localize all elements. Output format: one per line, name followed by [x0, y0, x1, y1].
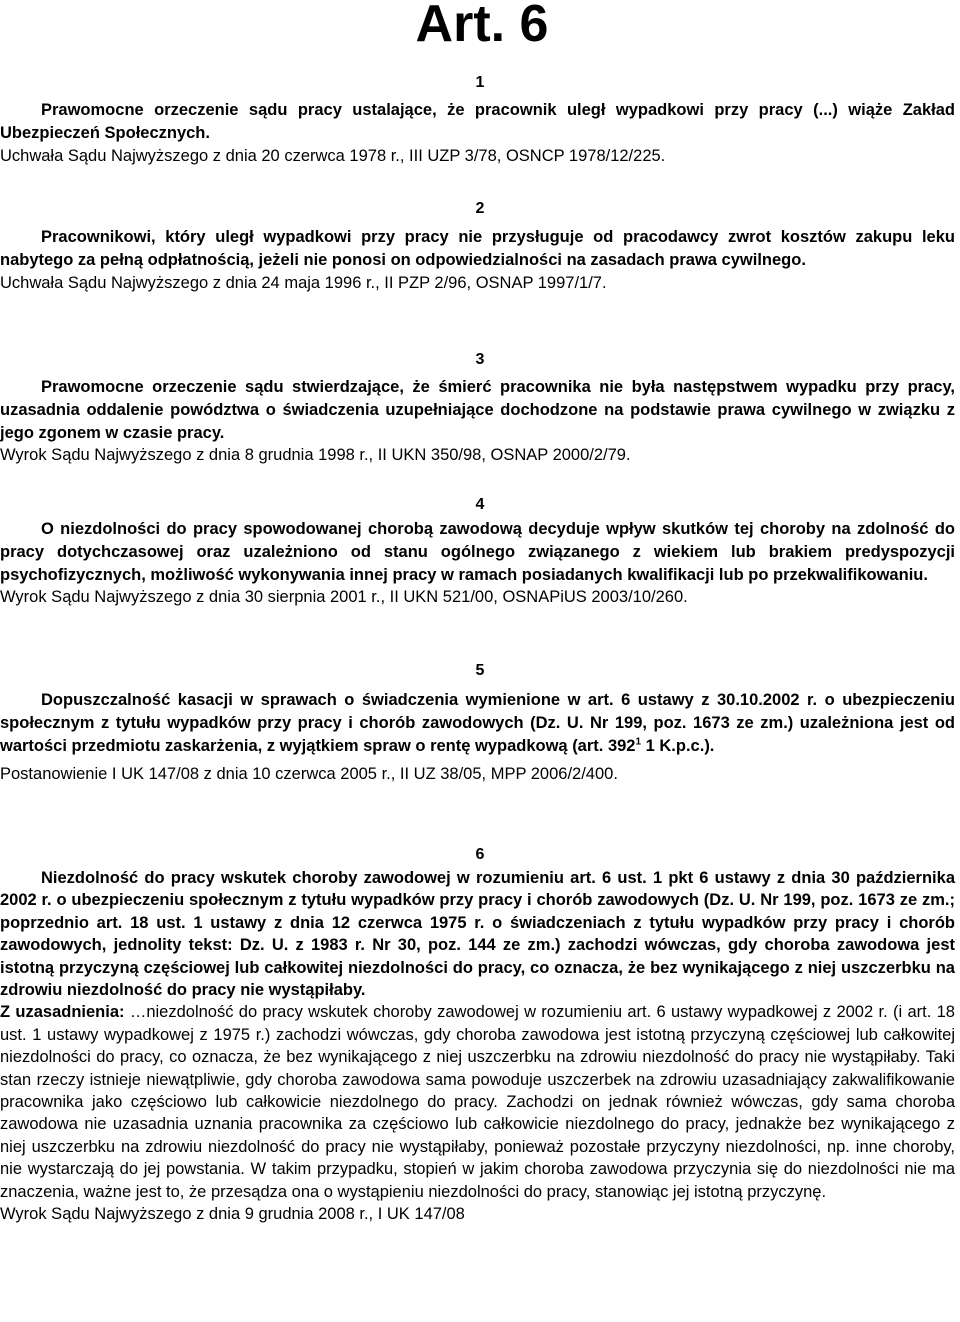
citation-text: Wyrok Sądu Najwyższego z dnia 30 sierpnia 2001 r., II UKN 521/00, OSNAPiUS 2003/10/260. [0, 588, 688, 607]
section-6 [0, 867, 955, 1226]
thesis-text: Prawomocne orzeczenie sądu pracy ustalające, że pracownik uległ wypadkowi przy pracy (...) wiąże Zakład Ubezpieczeń Społecznych. [0, 101, 955, 142]
section-number: 4 [475, 496, 485, 513]
thesis-text: O niezdolności do pracy spowodowanej chorobą zawodową decyduje wpływ skutków tej choroby na zdolność do pracy dotychczasowej oraz uzależniono od stanu ogólnego związanego z wiekiem lub brakiem predyspozycji psychofizycznych, możliwość wykonywania innej pracy w ramach posiadanych kwalifikacji lub po przekwalifikowaniu. [0, 520, 955, 584]
section-4 [0, 518, 955, 609]
article-title: Art. 6 [415, 0, 549, 53]
thesis-text: Niezdolność do pracy wskutek choroby zawodowej w rozumieniu art. 6 ust. 1 pkt 6 ustawy z dnia 30 października 2002 r. o ubezpieczeniu społecznym z tytułu wypadków przy pracy i chorób zawodowych (Dz. U. Nr 199, poz. 1673 ze zm.; poprzednio art. 18 ust. 1 ustawy z dnia 12 czerwca 1975 r. o świadczeniach z tytułu wypadków przy pracy i chorób zawodowych, jednolity tekst: Dz. U. z 1983 r. Nr 30, poz. 144 ze zm.) zachodzi wówczas, gdy choroba zawodowa jest istotną przyczyną częściowej lub całkowitej niezdolności do pracy, co oznacza, że bez wynikającego z niej uszczerbku na zdrowiu niezdolność do pracy nie wystąpiłaby. [0, 869, 955, 1000]
section-2 [0, 226, 955, 294]
section-number: 1 [475, 74, 485, 91]
reasoning-paragraph [0, 1001, 955, 1203]
section-number: 6 [475, 846, 485, 863]
thesis-text-tail: 1 K.p.c.). [641, 736, 715, 755]
superscript-number: 1 [635, 736, 642, 748]
section-5 [0, 689, 955, 786]
section-3 [0, 376, 955, 467]
thesis-text: Prawomocne orzeczenie sądu stwierdzające, że śmierć pracownika nie była następstwem wypadku przy pracy, uzasadnia oddalenie powództwa o świadczenia uzupełniające dochodzone na podstawie prawa cywilnego w związku z jego zgonem w czasie pracy. [0, 378, 955, 442]
thesis-text [0, 689, 955, 757]
citation-text: Wyrok Sądu Najwyższego z dnia 9 grudnia 2008 r., I UK 147/08 [0, 1205, 465, 1224]
citation-text: Postanowienie I UK 147/08 z dnia 10 czerwca 2005 r., II UZ 38/05, MPP 2006/2/400. [0, 765, 618, 784]
reasoning-text: …niezdolność do pracy wskutek choroby zawodowej w rozumieniu art. 6 ustawy wypadkowej z 2002 r. (i art. 18 ust. 1 ustawy wypadkowej z 1975 r.) zachodzi wówczas, gdy choroba zawodowa jest istotną przyczyną częściowej lub całkowitej niezdolności do pracy, co oznacza, że bez wynikającego z niej uszczerbku na zdrowiu niezdolność do pracy nie wystąpiłaby. Taki stan rzeczy istnieje niewątpliwie, gdy choroba zawodowa sama powoduje uszczerbek na zdrowiu uzasadniający zakwalifikowanie pracownika jako częściowo lub całkowicie niezdolnego do pracy. Zachodzi on jednak również wówczas, gdy sama choroba zawodowa nie uzasadnia uznania pracownika za częściowo lub całkowicie niezdolnego do pracy, jednakże bez wynikającego z niej uszczerbku na zdrowiu niezdolność do pracy nie wystąpiłaby, ponieważ pozostałe przyczyny niezdolności, np. inne choroby, nie wystarczają do jej powstania. W takim przypadku, stopień w jakim choroba zawodowa przyczynia się do niezdolności nie ma znaczenia, ważne jest to, że przesądza ona o wystąpieniu niezdolności do pracy, stanowiąc jej istotną przyczynę. [0, 1003, 955, 1201]
section-number: 3 [475, 351, 485, 368]
thesis-text-main: Dopuszczalność kasacji w sprawach o świadczenia wymienione w art. 6 ustawy z 30.10.2002 r. o ubezpieczeniu społecznym z tytułu wypadków przy pracy i chorób zawodowych (Dz. U. Nr 199, poz. 1673 ze zm.) uzależniona jest od wartości przedmiotu zaskarżenia, z wyjątkiem spraw o rentę wypadkową (art. 392 [0, 691, 955, 755]
citation-text: Uchwała Sądu Najwyższego z dnia 20 czerwca 1978 r., III UZP 3/78, OSNCP 1978/12/225. [0, 146, 666, 165]
section-number: 2 [475, 200, 485, 217]
thesis-text: Pracownikowi, który uległ wypadkowi przy pracy nie przysługuje od pracodawcy zwrot kosztów zakupu leku nabytego za pełną odpłatnością, jeżeli nie ponosi on odpowiedzialności na zasadach prawa cywilnego. [0, 228, 955, 269]
reasoning-label: Z uzasadnienia: [0, 1003, 125, 1022]
citation-text: Uchwała Sądu Najwyższego z dnia 24 maja 1996 r., II PZP 2/96, OSNAP 1997/1/7. [0, 273, 607, 292]
citation-text: Wyrok Sądu Najwyższego z dnia 8 grudnia 1998 r., II UKN 350/98, OSNAP 2000/2/79. [0, 446, 631, 465]
section-number: 5 [475, 662, 485, 679]
section-1 [0, 99, 955, 167]
